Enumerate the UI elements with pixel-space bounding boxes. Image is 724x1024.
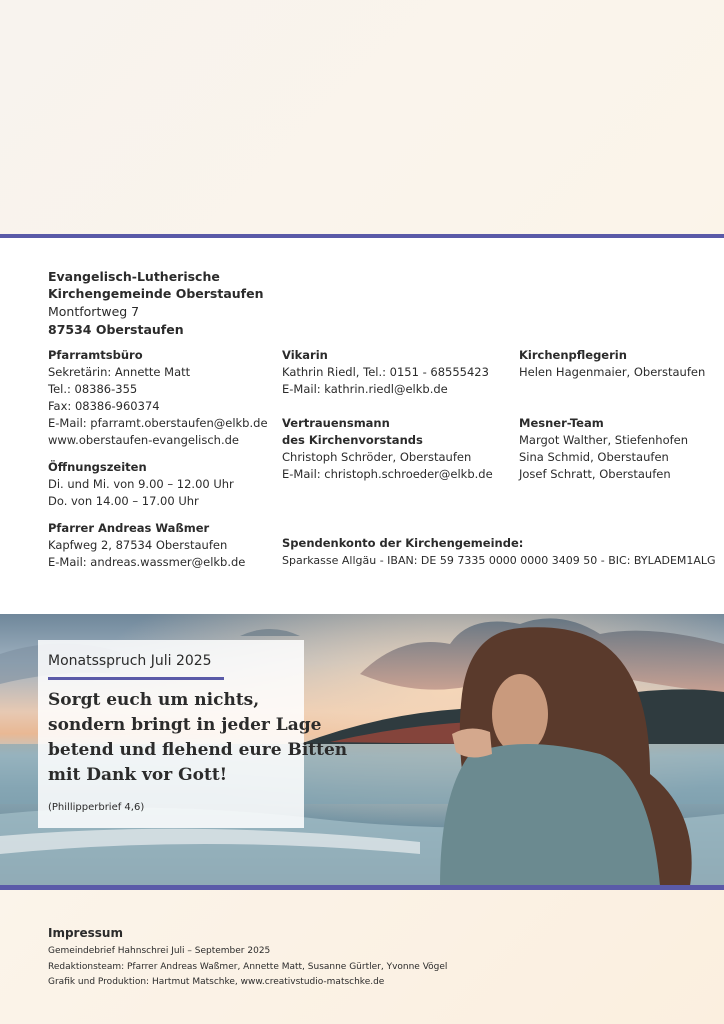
pfarramt-heading: Pfarramtsbüro [48,348,143,362]
impressum-line2: Redaktionsteam: Pfarrer Andreas Waßmer, Annette Matt, Susanne Gürtler, Yvonne Vögel [48,962,448,972]
bottom-divider [0,885,724,890]
trustee-name: Christoph Schröder, Oberstaufen [282,450,472,464]
trustee-heading-line2: des Kirchenvorstands [282,433,423,447]
pfarramt-email: E-Mail: pfarramt.oberstaufen@elkb.de [48,416,268,430]
parish-street: Montfortweg 7 [48,304,140,319]
impressum-line3: Grafik und Produktion: Hartmut Matschke, www.creativstudio-matschke.de [48,977,385,987]
pfarramt-website: www.oberstaufen-evangelisch.de [48,433,239,447]
donation-heading: Spendenkonto der Kirchengemeinde: [282,536,524,550]
verse-line: betend und flehend eure Bitten [48,740,348,760]
mesner-name: Margot Walther, Stiefenhofen [519,433,689,447]
impressum-heading: Impressum [48,926,123,940]
pastor-address: Kapfweg 2, 87534 Oberstaufen [48,538,228,552]
monthly-verse-heading: Monatsspruch Juli 2025 [48,653,212,669]
trustee-heading-line1: Vertrauensmann [282,416,390,430]
parish-name-line2: Kirchengemeinde Oberstaufen [48,286,264,301]
trustee-email: E-Mail: christoph.schroeder@elkb.de [282,467,493,481]
vikarin-heading: Vikarin [282,348,328,362]
parish-name-line1: Evangelisch-Lutherische [48,269,220,284]
pfarramt-secretary: Sekretärin: Annette Matt [48,365,191,379]
monthly-verse-underline [48,677,224,680]
impressum-line1: Gemeindebrief Hahnschrei Juli – September 2025 [48,946,271,956]
verse-line: Sorgt euch um nichts, [48,690,260,710]
mesner-name: Sina Schmid, Oberstaufen [519,450,669,464]
pastor-email: E-Mail: andreas.wassmer@elkb.de [48,555,246,569]
caretaker-name: Helen Hagenmaier, Oberstaufen [519,365,706,379]
donation-details: Sparkasse Allgäu - IBAN: DE 59 7335 0000 0000 3409 50 - BIC: BYLADEM1ALG [282,554,716,567]
verse-line: sondern bringt in jeder Lage [48,715,322,735]
hours-heading: Öffnungszeiten [48,460,147,474]
pfarramt-phone: Tel.: 08386-355 [48,382,138,396]
hours-line2: Do. von 14.00 – 17.00 Uhr [48,494,199,508]
verse-line: mit Dank vor Gott! [48,765,228,785]
mesner-heading: Mesner-Team [519,416,604,430]
vikarin-email: E-Mail: kathrin.riedl@elkb.de [282,382,448,396]
verse-source: (Phillipperbrief 4,6) [48,802,145,813]
caretaker-heading: Kirchenpflegerin [519,348,627,362]
pastor-heading: Pfarrer Andreas Waßmer [48,521,210,535]
vikarin-contact: Kathrin Riedl, Tel.: 0151 - 68555423 [282,365,489,379]
pfarramt-fax: Fax: 08386-960374 [48,399,160,413]
hours-line1: Di. und Mi. von 9.00 – 12.00 Uhr [48,477,234,491]
mesner-name: Josef Schratt, Oberstaufen [519,467,671,481]
parish-city: 87534 Oberstaufen [48,322,184,337]
